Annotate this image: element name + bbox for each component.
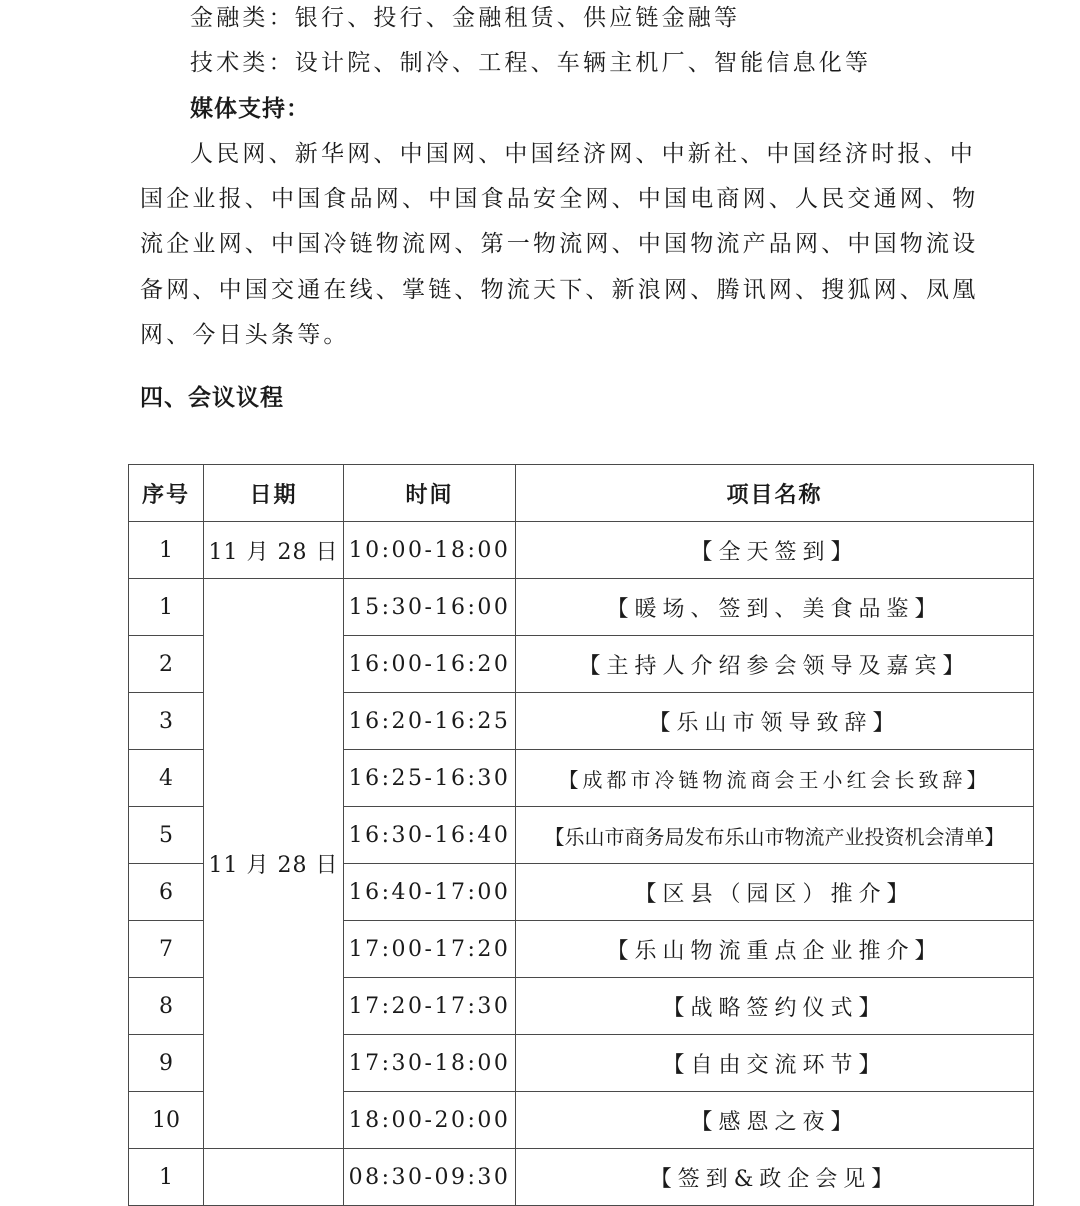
row-item: 【签到&政企会见】 [516, 1149, 1034, 1206]
media-list-line-1: 人民网、新华网、中国网、中国经济网、中新社、中国经济时报、中 [190, 141, 976, 167]
row-item: 【区县（园区）推介】 [516, 864, 1034, 921]
row-no: 9 [129, 1035, 204, 1092]
finance-category-line: 金融类：银行、投行、金融租赁、供应链金融等 [190, 5, 741, 31]
row-item: 【主持人介绍参会领导及嘉宾】 [516, 636, 1034, 693]
header-no: 序号 [129, 465, 204, 522]
row-time: 08:30-09:30 [344, 1149, 516, 1206]
row-no: 1 [129, 579, 204, 636]
row-time: 18:00-20:00 [344, 1092, 516, 1149]
header-item: 项目名称 [516, 465, 1034, 522]
media-list-line-2: 国企业报、中国食品网、中国食品安全网、中国电商网、人民交通网、物 [140, 186, 979, 212]
row-item: 【自由交流环节】 [516, 1035, 1034, 1092]
header-date: 日期 [204, 465, 344, 522]
agenda-table [128, 464, 1034, 1206]
table-header-row [129, 465, 1034, 522]
row-time: 10:00-18:00 [344, 522, 516, 579]
row-no: 3 [129, 693, 204, 750]
row-no: 2 [129, 636, 204, 693]
row-item: 【乐山物流重点企业推介】 [516, 921, 1034, 978]
row-item: 【乐山市商务局发布乐山市物流产业投资机会清单】 [516, 807, 1034, 864]
media-list-line-5: 网、今日头条等。 [140, 322, 350, 348]
table-row [129, 522, 1034, 579]
row-item: 【感恩之夜】 [516, 1092, 1034, 1149]
table-row [129, 1149, 1034, 1206]
row-time: 17:20-17:30 [344, 978, 516, 1035]
row-time: 17:30-18:00 [344, 1035, 516, 1092]
row-item: 【成都市冷链物流商会王小红会长致辞】 [516, 750, 1034, 807]
tech-category-line: 技术类：设计院、制冷、工程、车辆主机厂、智能信息化等 [190, 50, 872, 76]
row-time: 16:25-16:30 [344, 750, 516, 807]
row-no: 5 [129, 807, 204, 864]
row-time: 15:30-16:00 [344, 579, 516, 636]
row-time: 16:40-17:00 [344, 864, 516, 921]
row-date [204, 1149, 344, 1206]
row-item: 【战略签约仪式】 [516, 978, 1034, 1035]
row-no: 1 [129, 1149, 204, 1206]
row-no: 1 [129, 522, 204, 579]
row-item: 【全天签到】 [516, 522, 1034, 579]
row-time: 17:00-17:20 [344, 921, 516, 978]
header-time: 时间 [344, 465, 516, 522]
row-time: 16:30-16:40 [344, 807, 516, 864]
row-no: 6 [129, 864, 204, 921]
row-no: 4 [129, 750, 204, 807]
row-time: 16:20-16:25 [344, 693, 516, 750]
row-no: 8 [129, 978, 204, 1035]
row-time: 16:00-16:20 [344, 636, 516, 693]
section-heading-agenda: 四、会议议程 [140, 385, 284, 411]
row-item: 【暖场、签到、美食品鉴】 [516, 579, 1034, 636]
row-no: 10 [129, 1092, 204, 1149]
row-no: 7 [129, 921, 204, 978]
row-date: 11 月 28 日 [204, 522, 344, 579]
table-row [129, 579, 1034, 636]
media-list-line-3: 流企业网、中国冷链物流网、第一物流网、中国物流产品网、中国物流设 [140, 231, 979, 257]
row-item: 【乐山市领导致辞】 [516, 693, 1034, 750]
media-list-line-4: 备网、中国交通在线、掌链、物流天下、新浪网、腾讯网、搜狐网、凤凰 [140, 277, 979, 303]
media-support-heading: 媒体支持： [190, 96, 310, 122]
row-date-merged: 11 月 28 日 [204, 579, 344, 1149]
